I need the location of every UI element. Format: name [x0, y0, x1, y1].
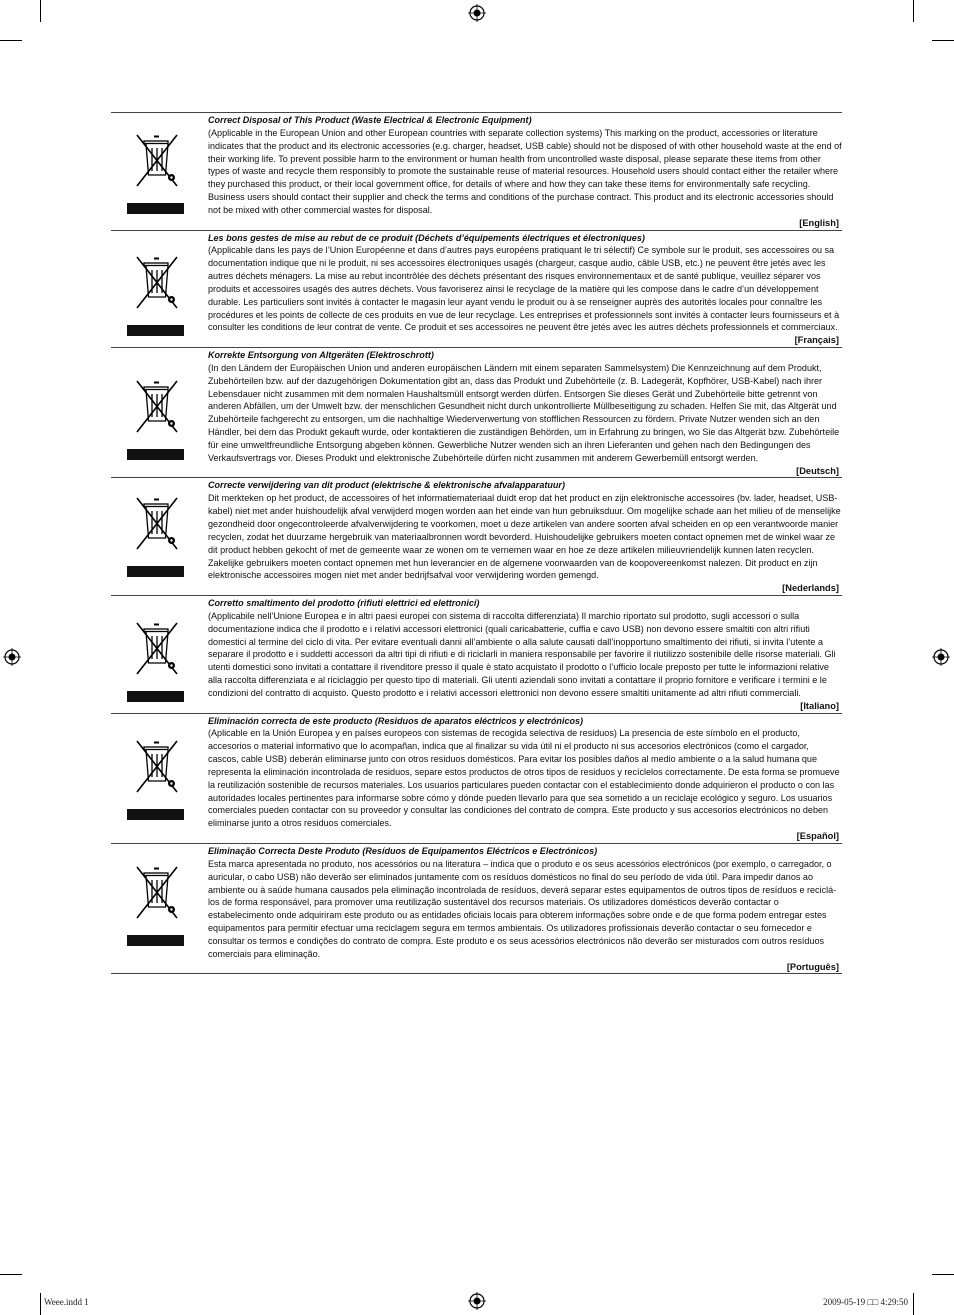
weee-bar: [127, 203, 184, 214]
crossed-bin-icon: [134, 620, 180, 680]
crop-mark: [0, 1274, 22, 1275]
section-title: Eliminación correcta de este producto (Residuos de aparatos eléctricos y electrónicos): [208, 715, 584, 726]
section-title: Correct Disposal of This Product (Waste Electrical & Electronic Equipment): [208, 115, 532, 125]
weee-bar: [127, 566, 184, 577]
section-title: Eliminação Correcta Deste Produto (Resíduos de Equipamentos Eléctricos e Electrónicos): [208, 845, 598, 856]
crop-mark: [913, 0, 914, 22]
section-deutsch: [111, 347, 842, 477]
crop-mark: [40, 1293, 41, 1315]
section-english: [111, 112, 842, 230]
weee-disposal-sections: [111, 112, 842, 974]
crossed-bin-icon: [134, 864, 180, 924]
registration-mark-icon: [468, 4, 486, 22]
crop-mark: [0, 40, 22, 41]
crop-mark: [40, 0, 41, 22]
language-label: [Español]: [796, 831, 839, 842]
section-body: (Applicable in the European Union and other European countries with separate collection systems) This marking on the product, accessories or literature indicates that the product and its electronic accessories (e.g. charger, headset, USB cable) should not be disposed of with other household waste at the end of their working life. To prevent possible harm to the environment or human health from uncontrolled waste disposal, please separate these items from other types of waste and recycle them responsibly to promote the sustainable reuse of material resources. Household users should contact either the retailer where they purchased this product, or their local government office, for details of where and how they can take these items for environmentally safe recycling. Business users should contact their supplier and check the terms and conditions of the purchase contract. This product and its electronic accessories should not be mixed with other commercial wastes for disposal.: [208, 127, 842, 215]
crossed-bin-icon: [134, 132, 180, 192]
weee-bar: [127, 449, 184, 460]
language-label: [English]: [799, 217, 839, 228]
crossed-bin-icon: [134, 254, 180, 314]
footer-filename: Weee.indd 1: [44, 1297, 89, 1307]
crossed-bin-icon: [134, 738, 180, 798]
section-portugues: [111, 843, 842, 974]
weee-bar: [127, 691, 184, 702]
crop-mark: [913, 1293, 914, 1315]
crop-mark: [932, 40, 954, 41]
section-title: Correcte verwijdering van dit product (elektrische & elektronische afvalapparatuur): [208, 480, 565, 491]
section-body: (Aplicable en la Unión Europea y en países europeos con sistemas de recogida selectiva de residuos) La presencia de este símbolo en el producto, accesorios o material informativo que lo acompañan, indica que al finalizar su vida útil ni el producto ni sus accesorios electrónicos (como el cargador, cascos, cable USB) deberán eliminarse junto con otros residuos domésticos. Para evitar los posibles daños al medio ambiente o a la salud humana que representa la eliminación incontrolada de residuos, separe estos productos de otros tipos de residuos y recíclelos correctamente. De esta forma se promueve la reutilización sostenible de recursos materiales. Los usuarios particulares pueden contactar con el establecimiento donde adquirieron el producto o con las autoridades locales pertinentes para informarse sobre cómo y dónde pueden llevarlo para que sea sometido a un reciclaje ecológico y seguro. Los usuarios comerciales pueden contactar con su proveedor y consultar las condiciones del contrato de compra. Este producto y sus accesorios electrónicos no deben eliminarse junto a otros residuos comerciales.: [208, 728, 840, 829]
section-body: Dit merkteken op het product, de accessoires of het informatiemateriaal duidt erop dat het product en zijn elektronische accessoires (bv. lader, headset, USB-kabel) niet met ander huishoudelijk afval verwijderd mogen worden aan het einde van hun gebruiksduur. Om mogelijke schade aan het milieu of de menselijke gezondheid door ongecontroleerde afvalverwijdering te voorkomen, moet u deze artikelen van andere soorten afval scheiden en op een verantwoorde manier recyclen, zodat het duurzame hergebruik van materiaalbronnen wordt bevorderd. Huishoudelijke gebruikers moeten contact opnemen met de winkel waar ze dit product hebben gekocht of met de gemeente waar ze wonen om te vernemen waar en hoe ze deze artikelen milieuvriendelijk kunnen laten recyclen. Zakelijke gebruikers moeten contact opnemen met hun leverancier en de algemene voorwaarden van de koopovereenkomst nalezen. Dit product en zijn elektronische accessoires mogen niet met ander bedrijfsafval voor verwijdering worden gemengd.: [208, 493, 841, 581]
section-italiano: [111, 595, 842, 713]
weee-bar: [127, 935, 184, 946]
weee-symbol: [127, 495, 187, 577]
crossed-bin-icon: [134, 378, 180, 438]
registration-mark-icon: [3, 648, 21, 666]
weee-bar: [127, 325, 184, 336]
footer-timestamp: 2009-05-19 □□ 4:29:50: [823, 1297, 908, 1307]
section-nederlands: [111, 477, 842, 595]
section-title: Korrekte Entsorgung von Altgeräten (Elektroschrott): [208, 350, 434, 361]
language-label: [Português]: [786, 961, 839, 972]
section-francais: [111, 230, 842, 348]
section-body: (In den Ländern der Europäischen Union und anderen europäischen Ländern mit einem separaten Sammelsystem) Die Kennzeichnung auf dem Produkt, Zubehörteilen bzw. auf der dazugehörigen Dokumentation gibt an, dass das Produkt und Zubehörteile (z. B. Ladegerät, Kopfhörer, USB-Kabel) nach ihrer Lebensdauer nicht zusammen mit dem normalen Haushaltsmüll entsorgt werden dürfen. Entsorgen Sie dieses Gerät und Zubehörteile bitte getrennt von anderen Abfällen, um der Umwelt bzw. der menschlichen Gesundheit nicht durch unkontrollierte Müllbeseitigung zu schaden. Helfen Sie mit, das Altgerät und Zubehörteile fachgerecht zu entsorgen, um die nachhaltige Wiederverwertung von stofflichen Ressourcen zu fördern. Private Nutzer wenden sich an den Händler, bei dem das Produkt gekauft wurde, oder kontaktieren die zuständigen Behörden, um in Erfahrung zu bringen, wo Sie das Altgerät bzw. Zubehörteile für eine umweltfreundliche Entsorgung abgeben können. Gewerbliche Nutzer wenden sich an ihren Lieferanten und gehen nach den Bedingungen des Verkaufsvertrags vor. Dieses Produkt und elektronische Zubehörteile dürfen nicht zusammen mit anderem Gewerbemüll entsorgt werden.: [208, 362, 840, 463]
weee-symbol: [127, 738, 187, 820]
language-label: [Nederlands]: [782, 583, 839, 594]
weee-symbol: [127, 378, 187, 460]
section-title: Corretto smaltimento del prodotto (rifiuti elettrici ed elettronici): [208, 598, 480, 609]
weee-bar: [127, 809, 184, 820]
crop-mark: [932, 1274, 954, 1275]
section-body: (Applicabile nell’Unione Europea e in altri paesi europei con sistema di raccolta differenziata) Il marchio riportato sul prodotto, sugli accessori o sulla documentazione indica che il prodotto e i relativi accessori elettronici (quali caricabatterie, cuffia e cavo USB) non devono essere smaltiti con altri rifiuti domestici al termine del ciclo di vita. Per evitare eventuali danni all’ambiente o alla salute causati dall’inopportuno smaltimento dei rifiuti, si invita l’utente a separare il prodotto e i suddetti accessori da altri tipi di rifiuti e di riciclarli in maniera responsabile per favorire il riutilizzo sostenibile delle risorse materiali. Gli utenti domestici sono invitati a contattare il rivenditore presso il quale è stato acquistato il prodotto o l’ufficio locale preposto per tutte le informazioni relative alla raccolta differenziata e al riciclaggio per questo tipo di materiali. Gli utenti aziendali sono invitati a contattare il proprio fornitore e verificare i termini e le condizioni del contratto di acquisto. Questo prodotto e i relativi accessori elettronici non devono essere smaltiti unitamente ad altri rifiuti commerciali.: [208, 610, 836, 698]
weee-symbol: [127, 620, 187, 702]
section-espanol: [111, 713, 842, 843]
registration-mark-icon: [468, 1292, 486, 1310]
weee-symbol: [127, 864, 187, 946]
weee-symbol: [127, 132, 187, 214]
section-body: (Applicable dans les pays de l’Union Européenne et dans d’autres pays européens pratiquant le tri sélectif) Ce symbole sur le produit, ses accessoires ou sa documentation indique que ni le produit, ni ses accessoires électroniques usagés (chargeur, casque audio, câble USB, etc.) ne peuvent être jetés avec les autres déchets ménagers. La mise au rebut incontrôlée des déchets présentant des risques environnementaux et de santé publique, veuillez séparer vos produits et accessoires usagés des autres déchets. Vous favoriserez ainsi le recyclage de la matière qui les compose dans le cadre d’un développement durable. Les particuliers sont invités à contacter le magasin leur ayant vendu le produit ou à se renseigner auprès des autorités locales pour connaître les procédures et les points de collecte de ces produits en vue de leur recyclage. Les entreprises et professionnels sont invités à contacter leurs fournisseurs et à consulter les conditions de leur contrat de vente. Ce produit et ses accessoires ne peuvent être jetés avec les autres déchets professionnels et commerciaux.: [208, 245, 840, 333]
section-title: Les bons gestes de mise au rebut de ce produit (Déchets d’équipements électriques et électroniques): [208, 232, 645, 243]
weee-symbol: [127, 254, 187, 336]
language-label: [Français]: [794, 335, 839, 346]
registration-mark-icon: [932, 648, 950, 666]
language-label: [Deutsch]: [796, 465, 839, 476]
language-label: [Italiano]: [800, 700, 839, 711]
section-body: Esta marca apresentada no produto, nos acessórios ou na literatura – indica que o produto e os seus acessórios electrónicos (por exemplo, o carregador, o auricular, o cabo USB) não deverão ser eliminados juntamente com os resíduos domésticos no final do seu período de vida útil. Para impedir danos ao ambiente ou à saúde humana causados pela eliminação incontrolada de resíduos, deverá separar estes equipamentos de outros tipos de resíduos e reciclá-los de forma responsável, para promover uma reutilização sustentável dos recursos materiais. Os utilizadores domésticos deverão contactar o estabelecimento onde adquiriram este produto ou as entidades oficiais locais para obterem informações sobre onde e de que forma podem entregar estes equipamentos para permitir efectuar uma reciclagem segura em termos ambientais. Os utilizadores profissionais deverão contactar o seu fornecedor e consultar os termos e condições do contrato de compra. Este produto e os seus acessórios electrónicos não deverão ser misturados com outros resíduos comerciais para eliminação.: [208, 858, 837, 959]
crossed-bin-icon: [134, 495, 180, 555]
